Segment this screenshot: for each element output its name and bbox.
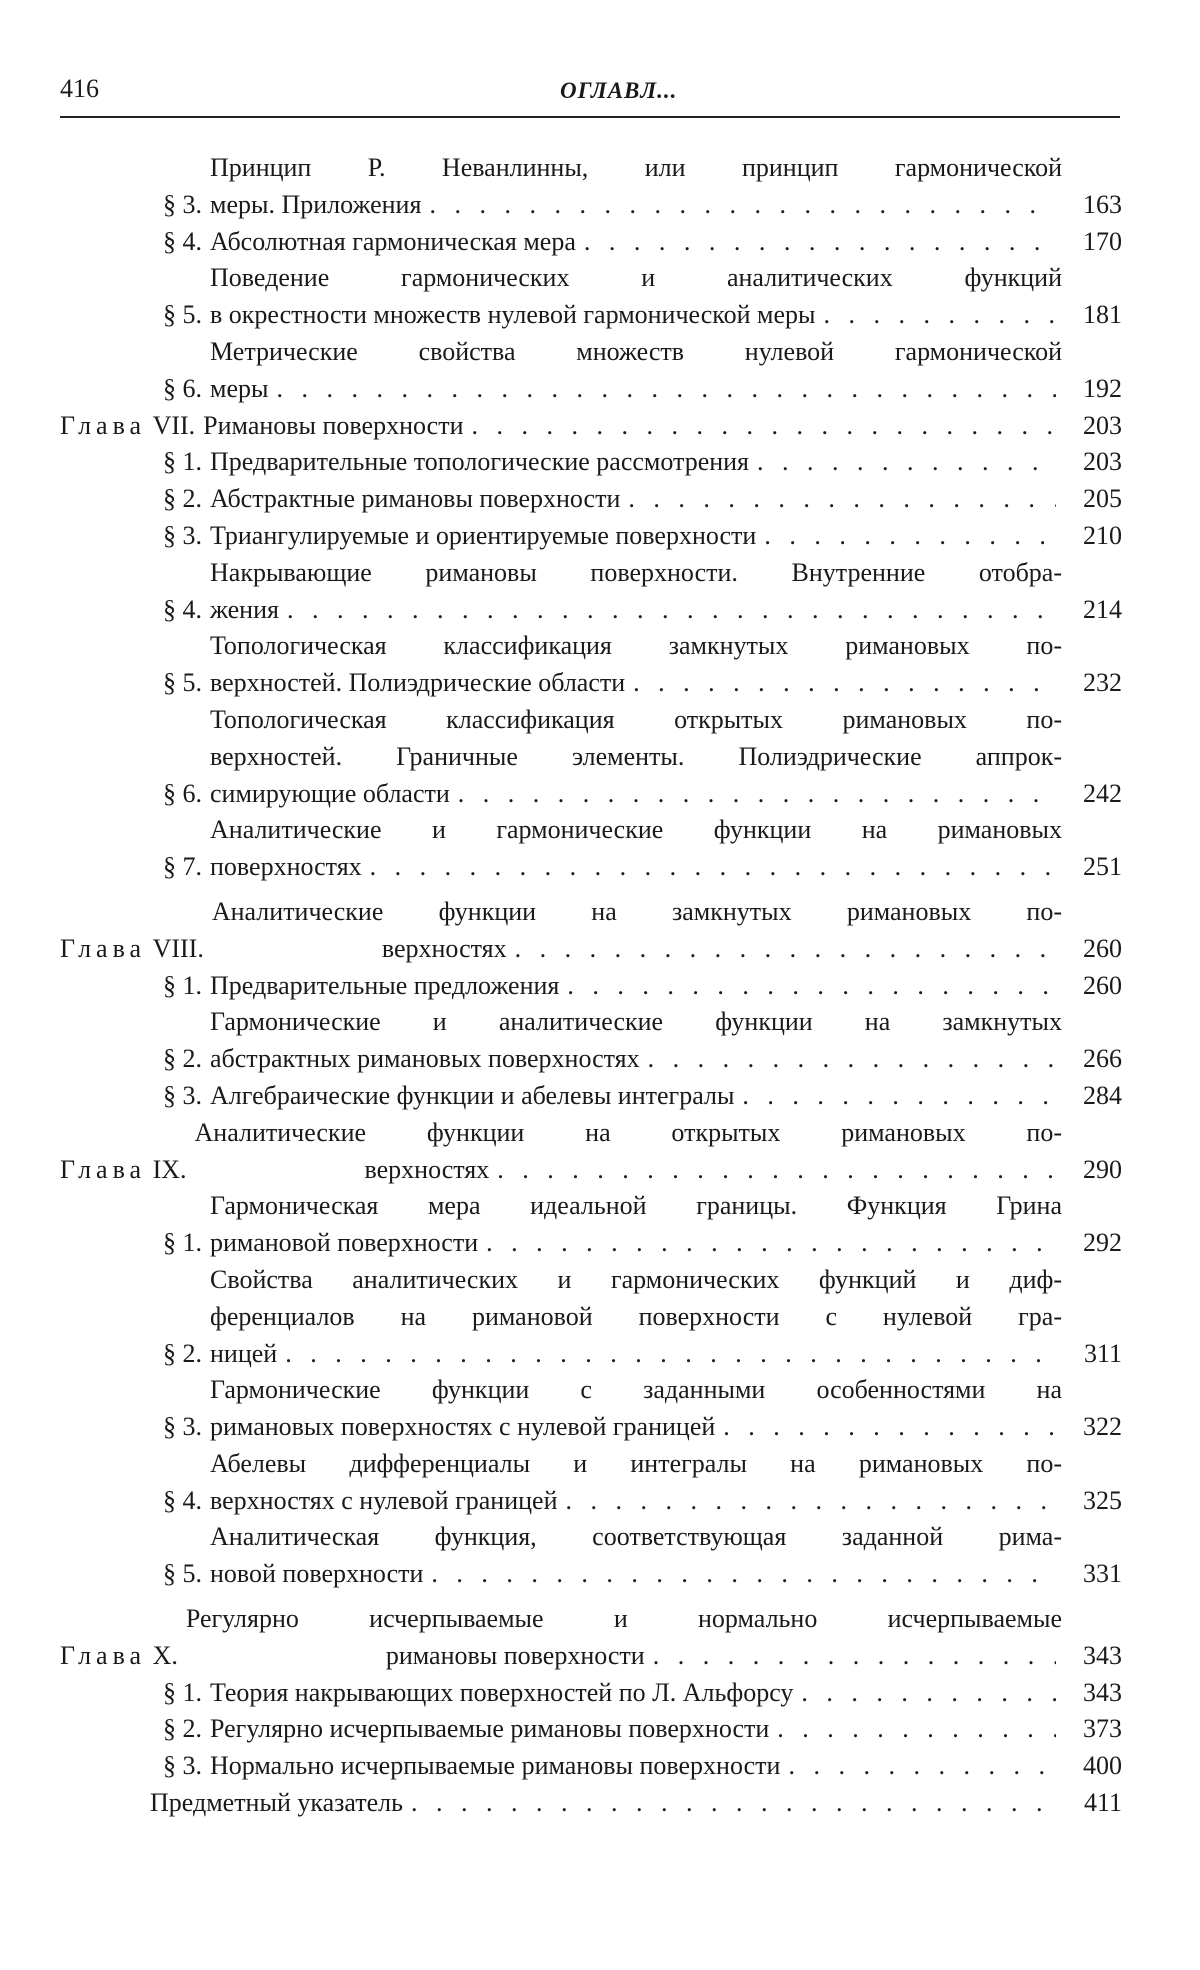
- entry-title-text: в окрестности множеств нулевой гармонической меры: [210, 300, 816, 330]
- toc-section-entry[interactable]: [60, 1446, 1122, 1520]
- entry-title-line: [203, 408, 1062, 445]
- toc-chapter-entry[interactable]: [60, 894, 1122, 968]
- entry-title-line: [150, 1785, 1062, 1822]
- entry-title-line: [210, 518, 1062, 555]
- entry-number: § 3.: [163, 1412, 202, 1442]
- toc-section-entry[interactable]: [60, 812, 1122, 886]
- entry-number: § 3.: [163, 520, 202, 550]
- entry-title-line: Метрические свойства множеств нулевой гармонической: [210, 336, 1062, 366]
- entry-page-number: 163: [1083, 189, 1122, 219]
- entry-title: [210, 1519, 1062, 1593]
- entry-title-line: Поведение гармонических и аналитических функций: [210, 263, 1062, 293]
- entry-page-number: 260: [1083, 970, 1122, 1000]
- dot-leader: [458, 776, 1056, 813]
- toc-section-entry[interactable]: [60, 260, 1122, 334]
- toc-section-entry[interactable]: [60, 1711, 1122, 1748]
- toc-section-entry[interactable]: [60, 1675, 1122, 1712]
- entry-title-line: Регулярно исчерпываемые и нормально исчерпываемые: [185, 1604, 1062, 1634]
- entry-title-line: [210, 1748, 1062, 1785]
- dot-leader: [777, 1711, 1056, 1748]
- dot-leader: [823, 297, 1056, 334]
- entry-title-text: верхностях с нулевой границей: [210, 1485, 558, 1515]
- entry-title-text: верхностей. Полиэдрические области: [210, 668, 626, 698]
- entry-title-line: [210, 187, 1062, 224]
- entry-number: § 5.: [163, 1559, 202, 1589]
- dot-leader: [287, 592, 1056, 629]
- chapter-label: Глава: [60, 1640, 147, 1670]
- entry-number: § 4.: [163, 1485, 202, 1515]
- entry-number: § 3.: [163, 189, 202, 219]
- entry-title: [210, 1372, 1062, 1446]
- toc-section-entry[interactable]: [60, 150, 1122, 224]
- toc-section-entry[interactable]: [60, 1188, 1122, 1262]
- toc-section-entry[interactable]: [60, 224, 1122, 261]
- entry-title: [210, 334, 1062, 408]
- entry-number: § 1.: [163, 447, 202, 477]
- entry-title: [210, 260, 1062, 334]
- entry-title-text: верхностях: [364, 1154, 490, 1184]
- page-number: 416: [60, 74, 99, 103]
- entry-number: § 4.: [163, 226, 202, 256]
- toc-section-entry[interactable]: [60, 702, 1122, 812]
- entry-title-line: [210, 849, 1062, 886]
- entry-title: [203, 408, 1062, 445]
- entry-number: § 1.: [163, 1677, 202, 1707]
- entry-title: [210, 518, 1062, 555]
- entry-number: § 4.: [163, 594, 202, 624]
- entry-number: § 2.: [163, 484, 202, 514]
- entry-title-line: [210, 1336, 1062, 1373]
- entry-title-line: [210, 1711, 1062, 1748]
- toc-section-entry[interactable]: [60, 555, 1122, 629]
- entry-title-line: [210, 371, 1062, 408]
- toc-section-entry[interactable]: [60, 1262, 1122, 1372]
- entry-title: [210, 555, 1062, 629]
- entry-title: [210, 1188, 1062, 1262]
- entry-title: [210, 1446, 1062, 1520]
- entry-page-number: 311: [1083, 1338, 1122, 1368]
- entry-number: [60, 931, 212, 968]
- entry-title-line: [210, 665, 1062, 702]
- entry-title: [210, 1004, 1062, 1078]
- dot-leader: [628, 481, 1056, 518]
- entry-number: § 5.: [163, 668, 202, 698]
- entry-title-text: Триангулируемые и ориентируемые поверхности: [210, 520, 757, 550]
- entry-title: [210, 224, 1062, 261]
- entry-title-line: Аналитическая функция, соответствующая заданной рима-: [210, 1522, 1062, 1552]
- entry-title-line: [210, 1225, 1062, 1262]
- entry-title-line: верхностей. Граничные элементы. Полиэдрические аппрок-: [210, 741, 1062, 771]
- entry-title: [210, 1711, 1062, 1748]
- entry-title: [186, 1601, 1062, 1675]
- entry-title-text: Абсолютная гармоническая мера: [210, 226, 576, 256]
- entry-title-line: [210, 1078, 1062, 1115]
- toc-section-entry[interactable]: [60, 1519, 1122, 1593]
- entry-number: § 5.: [163, 300, 202, 330]
- dot-leader: [764, 518, 1056, 555]
- entry-title: [212, 894, 1062, 968]
- entry-title-line: [210, 1556, 1062, 1593]
- entry-title-line: [210, 776, 1062, 813]
- entry-title-line: [210, 224, 1062, 261]
- entry-title-line: [195, 1152, 1062, 1189]
- entry-page-number: 343: [1083, 1677, 1122, 1707]
- entry-title-line: [186, 1638, 1062, 1675]
- entry-title: [210, 968, 1062, 1005]
- entry-title: [210, 444, 1062, 481]
- entry-number: § 1.: [163, 1228, 202, 1258]
- dot-leader: [285, 1336, 1056, 1373]
- entry-title-line: Аналитические и гармонические функции на римановых: [210, 815, 1062, 845]
- entry-page-number: 205: [1083, 484, 1122, 514]
- entry-page-number: 210: [1083, 520, 1122, 550]
- entry-title: [210, 702, 1062, 812]
- entry-title-line: [210, 1041, 1062, 1078]
- entry-title-line: Аналитические функции на замкнутых римановых по-: [211, 896, 1062, 926]
- entry-title-line: [210, 1409, 1062, 1446]
- entry-number: § 2.: [163, 1714, 202, 1744]
- entry-page-number: 203: [1083, 410, 1122, 440]
- chapter-number: X.: [152, 1640, 178, 1670]
- chapter-label: Глава: [60, 933, 147, 963]
- entry-number: § 2.: [163, 1044, 202, 1074]
- entry-page-number: 411: [1083, 1788, 1122, 1818]
- entry-title: [210, 1748, 1062, 1785]
- entry-page-number: 232: [1083, 668, 1122, 698]
- entry-title-line: [210, 592, 1062, 629]
- dot-leader: [471, 408, 1056, 445]
- entry-title-text: симирующие области: [210, 778, 450, 808]
- entry-title: [210, 1078, 1062, 1115]
- dot-leader: [486, 1225, 1056, 1262]
- dot-leader: [757, 444, 1056, 481]
- entry-page-number: 181: [1083, 300, 1122, 330]
- entry-page-number: 343: [1083, 1640, 1122, 1670]
- entry-title: [210, 1262, 1062, 1372]
- entry-title: [210, 812, 1062, 886]
- entry-number: [60, 408, 203, 445]
- entry-page-number: 400: [1083, 1751, 1122, 1781]
- entry-title-text: Предметный указатель: [150, 1788, 404, 1818]
- entry-number: § 6.: [163, 373, 202, 403]
- entry-number: § 6.: [163, 778, 202, 808]
- entry-page-number: 242: [1083, 778, 1122, 808]
- entry-title: [210, 1675, 1062, 1712]
- entry-title-line: Накрывающие римановы поверхности. Внутренние отобра-: [210, 557, 1062, 587]
- entry-page-number: 203: [1083, 447, 1122, 477]
- entry-title-line: [210, 481, 1062, 518]
- toc-section-entry[interactable]: [60, 518, 1122, 555]
- dot-leader: [431, 1556, 1056, 1593]
- toc-section-entry[interactable]: [60, 1748, 1122, 1785]
- entry-page-number: 266: [1083, 1044, 1122, 1074]
- entry-title: [195, 1115, 1062, 1189]
- entry-title-text: верхностях: [381, 933, 507, 963]
- dot-leader: [633, 665, 1056, 702]
- chapter-label: Глава: [60, 1154, 147, 1184]
- toc-section-entry[interactable]: [60, 628, 1122, 702]
- entry-title-line: Топологическая классификация открытых римановых по-: [210, 704, 1062, 734]
- entry-title-line: Гармонические и аналитические функции на замкнутых: [210, 1007, 1062, 1037]
- dot-leader: [565, 1483, 1056, 1520]
- entry-title-line: [210, 1483, 1062, 1520]
- entry-page-number: 192: [1083, 373, 1122, 403]
- toc-section-entry[interactable]: [60, 444, 1122, 481]
- entry-title-text: Нормально исчерпываемые римановы поверхности: [210, 1751, 781, 1781]
- toc-section-entry[interactable]: [60, 334, 1122, 408]
- entry-page-number: 260: [1083, 933, 1122, 963]
- entry-title: [150, 1785, 1062, 1822]
- entry-title-line: [212, 931, 1062, 968]
- entry-number: § 3.: [163, 1751, 202, 1781]
- entry-number: § 2.: [163, 1338, 202, 1368]
- entry-page-number: 290: [1083, 1154, 1122, 1184]
- chapter-number: VIII.: [152, 933, 204, 963]
- toc-index-entry[interactable]: [60, 1785, 1122, 1822]
- entry-title-text: римановой поверхности: [210, 1228, 479, 1258]
- dot-leader: [742, 1078, 1056, 1115]
- entry-title-text: Римановы поверхности: [203, 410, 464, 440]
- entry-page-number: 284: [1083, 1080, 1122, 1110]
- dot-leader: [801, 1675, 1056, 1712]
- entry-title-text: ницей: [210, 1338, 278, 1368]
- chapter-label: Глава: [60, 410, 147, 440]
- entry-title-line: ференциалов на римановой поверхности с нулевой гра-: [210, 1301, 1062, 1331]
- toc-section-entry[interactable]: [60, 1372, 1122, 1446]
- entry-page-number: 325: [1083, 1485, 1122, 1515]
- dot-leader: [648, 1041, 1056, 1078]
- dot-leader: [584, 224, 1056, 261]
- entry-title-text: Регулярно исчерпываемые римановы поверхности: [210, 1714, 770, 1744]
- entry-title-line: Абелевы дифференциалы и интегралы на римановых по-: [210, 1448, 1062, 1478]
- entry-title-line: Гармоническая мера идеальной границы. Функция Грина: [210, 1191, 1062, 1221]
- entry-title-line: [210, 968, 1062, 1005]
- entry-title: [210, 150, 1062, 224]
- table-of-contents: [60, 150, 1122, 1822]
- entry-number: [60, 1638, 186, 1675]
- toc-section-entry[interactable]: [60, 1004, 1122, 1078]
- entry-page-number: 251: [1083, 852, 1122, 882]
- toc-section-entry[interactable]: [60, 968, 1122, 1005]
- entry-title-line: [210, 444, 1062, 481]
- entry-title-text: римановы поверхности: [385, 1640, 645, 1670]
- page-header: [60, 74, 1120, 122]
- dot-leader: [788, 1748, 1056, 1785]
- entry-number: [60, 1152, 195, 1189]
- entry-title-text: римановых поверхностях с нулевой границей: [210, 1412, 716, 1442]
- entry-title-line: Топологическая классификация замкнутых римановых по-: [210, 631, 1062, 661]
- header-rule: [60, 116, 1120, 118]
- entry-page-number: 373: [1083, 1714, 1122, 1744]
- entry-title-line: Свойства аналитических и гармонических функций и диф-: [210, 1264, 1062, 1294]
- toc-chapter-entry[interactable]: [60, 408, 1122, 445]
- chapter-number: IX.: [152, 1154, 187, 1184]
- entry-number: § 3.: [163, 1080, 202, 1110]
- entry-title-text: меры: [210, 373, 269, 403]
- entry-title-text: Теория накрывающих поверхностей по Л. Альфорсу: [210, 1677, 794, 1707]
- dot-leader: [276, 371, 1056, 408]
- entry-title-line: Аналитические функции на открытых римановых по-: [194, 1117, 1062, 1147]
- dot-leader: [653, 1638, 1056, 1675]
- running-title: ОГЛАВЛ...: [560, 78, 678, 103]
- entry-title-text: Абстрактные римановы поверхности: [210, 484, 621, 514]
- toc-section-entry[interactable]: [60, 481, 1122, 518]
- entry-title-text: меры. Приложения: [210, 189, 422, 219]
- entry-page-number: 322: [1083, 1412, 1122, 1442]
- entry-title-text: Предварительные топологические рассмотрения: [210, 447, 750, 477]
- entry-page-number: 331: [1083, 1559, 1122, 1589]
- entry-title: [210, 481, 1062, 518]
- entry-title-text: поверхностях: [210, 852, 362, 882]
- entry-title-text: новой поверхности: [210, 1559, 424, 1589]
- toc-chapter-entry[interactable]: [60, 1115, 1122, 1189]
- entry-title-text: жения: [210, 594, 279, 624]
- entry-title-text: Предварительные предложения: [210, 970, 560, 1000]
- entry-title-line: [210, 1675, 1062, 1712]
- toc-section-entry[interactable]: [60, 1078, 1122, 1115]
- dot-leader: [515, 931, 1056, 968]
- entry-title-line: Принцип Р. Неванлинны, или принцип гармонической: [210, 153, 1062, 182]
- entry-title: [210, 628, 1062, 702]
- entry-title-line: Гармонические функции с заданными особенностями на: [210, 1375, 1062, 1405]
- toc-chapter-entry[interactable]: [60, 1601, 1122, 1675]
- entry-title-text: абстрактных римановых поверхностях: [210, 1044, 640, 1074]
- dot-leader: [723, 1409, 1056, 1446]
- dot-leader: [370, 849, 1056, 886]
- dot-leader: [497, 1152, 1056, 1189]
- dot-leader: [411, 1785, 1056, 1822]
- chapter-number: VII.: [152, 410, 196, 440]
- entry-title-text: Алгебраические функции и абелевы интегралы: [210, 1080, 735, 1110]
- entry-number: § 7.: [163, 852, 202, 882]
- dot-leader: [429, 187, 1056, 224]
- entry-title-line: [210, 297, 1062, 334]
- entry-page-number: 292: [1083, 1228, 1122, 1258]
- dot-leader: [567, 968, 1056, 1005]
- entry-page-number: 214: [1083, 594, 1122, 624]
- entry-page-number: 170: [1083, 226, 1122, 256]
- entry-number: § 1.: [163, 970, 202, 1000]
